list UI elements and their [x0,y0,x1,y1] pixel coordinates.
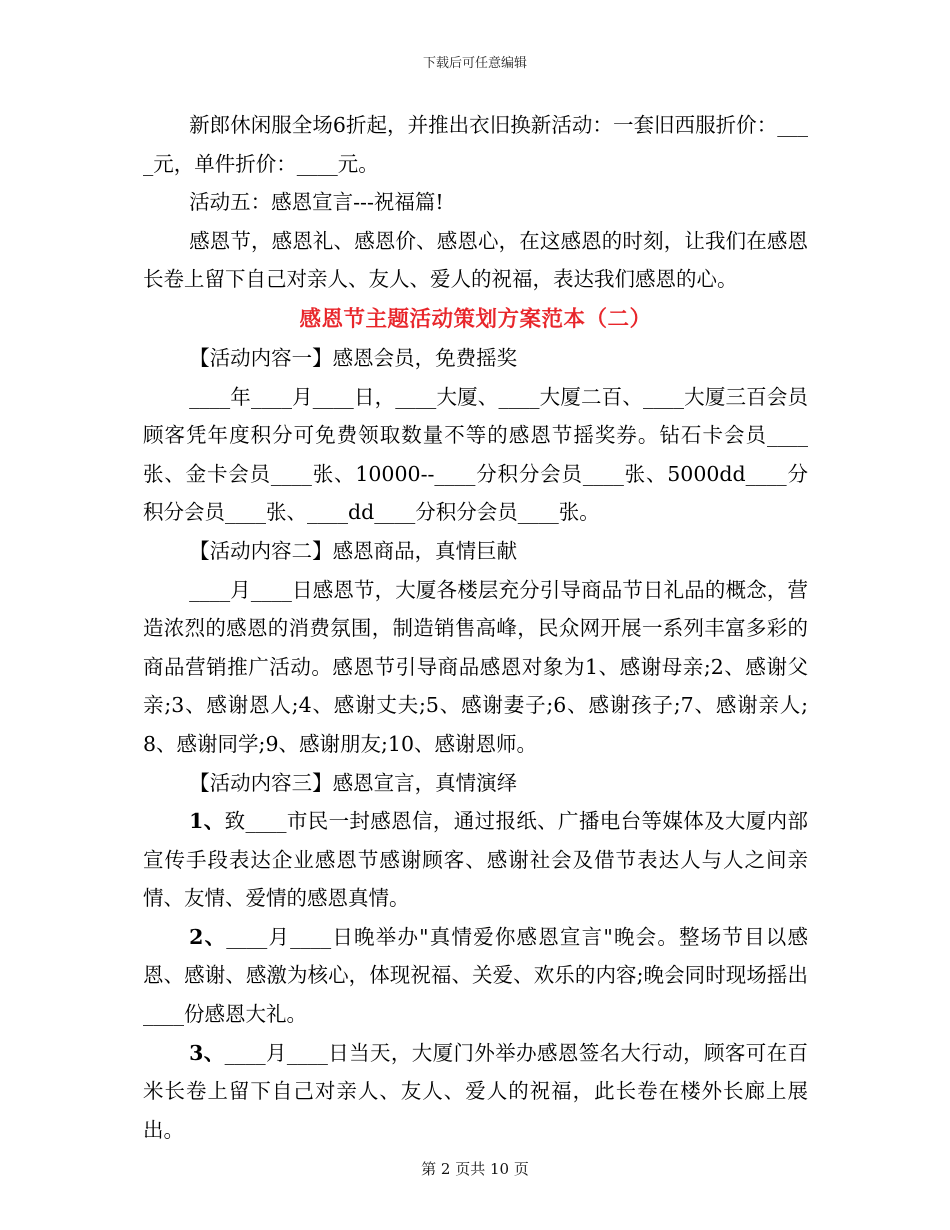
paragraph: ____年____月____日，____大厦、____大厦二百、____大厦三百会员顾客凭年度积分可免费领取数量不等的感恩节摇奖券。钻石卡会员____张、金卡会员____张、10000--____分积分会员____张、5000dd____分积分会员____张、____dd____分积分会员____张。 [143,384,808,525]
numbered-item [143,1034,808,1150]
page-footer: 第 2 页共 10 页 [421,1160,529,1178]
item-number: 3、 [189,1040,225,1065]
item-number: 2、 [189,924,227,949]
item-text: 致____市民一封感恩信，通过报纸、广播电台等媒体及大厦内部宣传手段表达企业感恩节感谢顾客、感谢社会及借节表达人与人之间亲情、友情、爱情的感恩真情。 [143,809,809,911]
item-number: 1、 [189,809,225,834]
paragraph: 新郎休闲服全场6折起，并推出衣旧换新活动：一套旧西服折价：____元，单件折价：____元。 [143,113,808,176]
document-body [143,106,808,1149]
section-heading: 【活动内容一】感恩会员，免费摇奖 [189,345,518,370]
numbered-item [143,802,808,918]
paragraph: 感恩节，感恩礼、感恩价、感恩心，在这感恩的时刻，让我们在感恩长卷上留下自己对亲人、友人、爱人的祝福，表达我们感恩的心。 [143,228,808,292]
numbered-item [143,918,808,1034]
activity-heading: 活动五：感恩宣言---祝福篇! [189,190,444,215]
document-title: 感恩节主题活动策划方案范本（二） [299,306,652,332]
item-text: ____月____日晚举办"真情爱你感恩宣言"晚会。整场节目以感恩、感谢、感激为核心，体现祝福、关爱、欢乐的内容;晚会同时现场摇出____份感恩大礼。 [143,924,808,1027]
item-text: ____月____日当天，大厦门外举办感恩签名大行动，顾客可在百米长卷上留下自己对亲人、友人、爱人的祝福，此长卷在楼外长廊上展出。 [143,1040,808,1142]
section-heading: 【活动内容三】感恩宣言，真情演绎 [189,770,518,795]
page-header: 下载后可任意编辑 [422,56,527,71]
paragraph: ____月____日感恩节，大厦各楼层充分引导商品节日礼品的概念，营造浓烈的感恩的消费氛围，制造销售高峰，民众网开展一系列丰富多彩的商品营销推广活动。感恩节引导商品感恩对象为1、感谢母亲;2、感谢父亲;3、感谢恩人;4、感谢丈夫;5、感谢妻子;6、感谢孩子;7、感谢亲人;8、感谢同学;9、感谢朋友;10、感谢恩师。 [143,577,808,756]
section-heading: 【活动内容二】感恩商品，真情巨献 [189,538,518,563]
